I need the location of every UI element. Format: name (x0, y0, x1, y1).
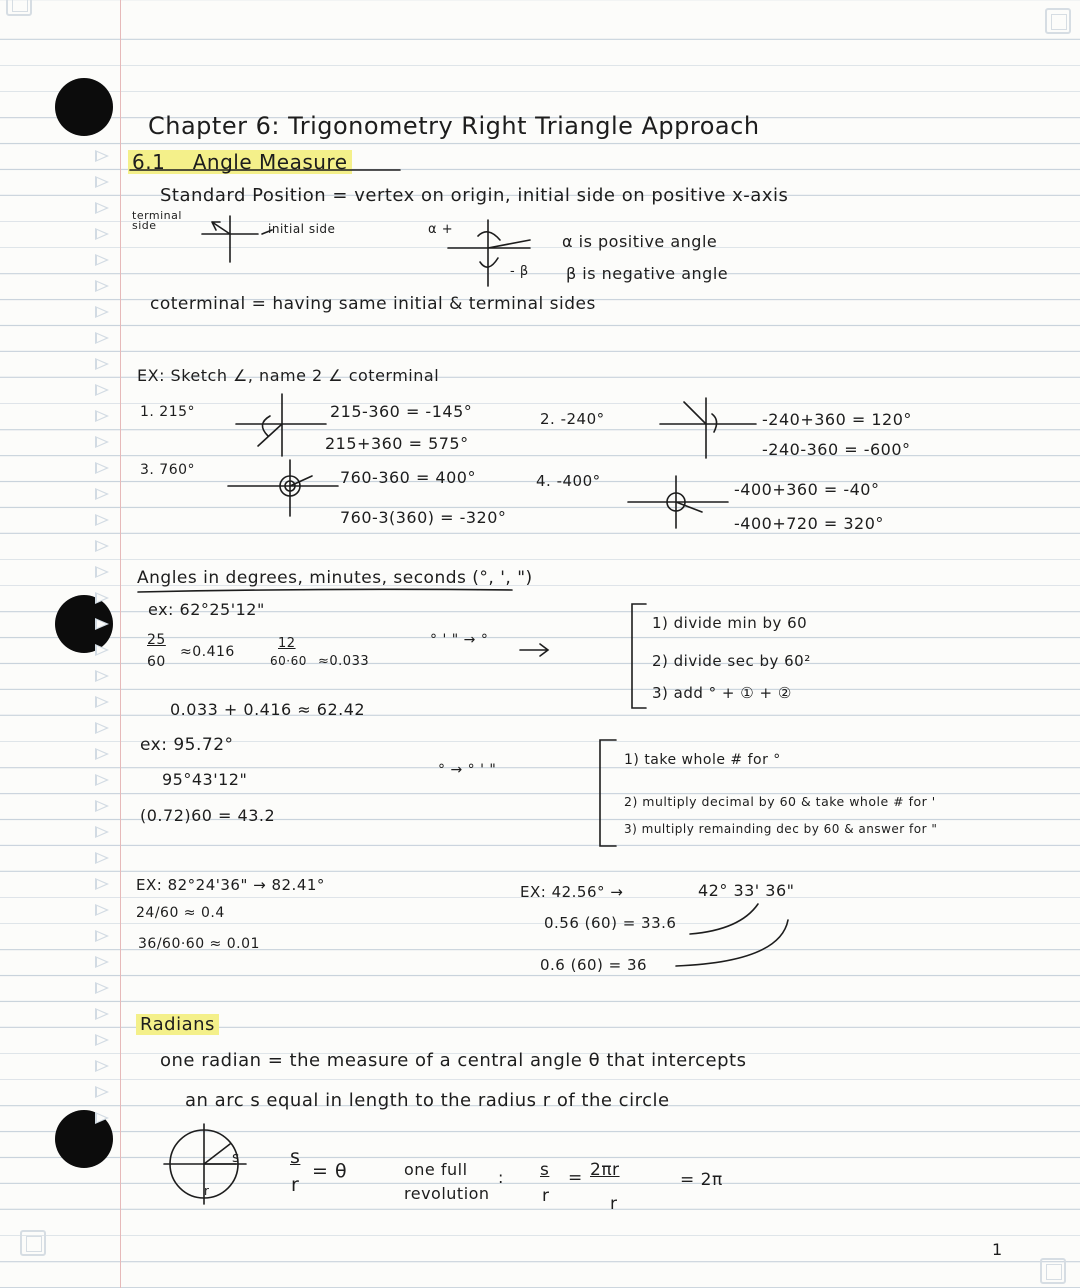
problem-3-label: 3. 760° (140, 462, 196, 478)
example-3-line-1: 24/60 ≈ 0.4 (136, 905, 225, 921)
example-4-line-1: 0.56 (60) = 33.6 (544, 914, 677, 932)
radian-circle-diagram (164, 1124, 246, 1204)
revolution-colon: : (498, 1168, 504, 1187)
example-3: EX: 82°24'36" → 82.41° (136, 876, 325, 894)
steps-2-item-3: 3) multiply remainding dec by 60 & answer for " (624, 822, 938, 836)
alpha-beta-axes (448, 220, 530, 286)
chapter-title: Chapter 6: Trigonometry Right Triangle Approach (148, 112, 760, 140)
dms-sum-line: 0.033 + 0.416 ≈ 62.42 (170, 700, 366, 719)
problem-4-line-1: -400+360 = -40° (734, 480, 880, 499)
revolution-equals: = (568, 1168, 583, 1188)
revolution-ratio-numerator: s (540, 1160, 550, 1180)
fraction-2-denominator: 60·60 (270, 654, 307, 668)
section-number: 6.1 (132, 150, 166, 174)
sketch-neg240 (660, 398, 756, 458)
problem-3-line-2: 760-3(360) = -320° (340, 508, 507, 527)
section-name: Angle Measure (192, 150, 348, 174)
terminal-side-label: terminal side (132, 209, 182, 232)
revolution-ratio-denominator: r (542, 1186, 550, 1206)
dms-example-2-calc: (0.72)60 = 43.2 (140, 806, 276, 825)
example-4-link (690, 904, 758, 934)
diagram-arc-label: s (232, 1150, 240, 1166)
dms-heading-underline (138, 589, 512, 592)
dms-example-2: ex: 95.72° (140, 735, 234, 755)
fraction-1-numerator: 25 (147, 632, 166, 648)
dms-example-1: ex: 62°25'12" (148, 600, 265, 619)
ratio-numerator: s (290, 1146, 301, 1168)
dms-heading: Angles in degrees, minutes, seconds (°, ', ") (137, 568, 533, 588)
alpha-note: α is positive angle (562, 232, 718, 251)
example-4: EX: 42.56° → (520, 883, 624, 901)
sketch-neg400 (628, 476, 728, 528)
diagram-radius-label: r (204, 1184, 210, 1198)
problem-1-line-2: 215+360 = 575° (325, 434, 469, 453)
coterminal-definition: coterminal = having same initial & terminal sides (150, 294, 596, 314)
fraction-2-result: ≈0.033 (318, 654, 370, 669)
page-number: 1 (992, 1240, 1003, 1259)
problem-4-label: 4. -400° (536, 472, 601, 490)
example-4-result: 42° 33' 36" (698, 881, 795, 900)
problem-3-line-1: 760-360 = 400° (340, 468, 476, 487)
radians-heading: Radians (136, 1014, 219, 1035)
example-4-line-2: 0.6 (60) = 36 (540, 956, 648, 974)
problem-2-line-2: -240-360 = -600° (762, 440, 911, 459)
sketch-heading: EX: Sketch ∠, name 2 ∠ coterminal (137, 366, 440, 385)
example-4-curve (676, 920, 788, 966)
example-3-line-2: 36/60·60 ≈ 0.01 (138, 936, 260, 952)
problem-2-label: 2. -240° (540, 410, 605, 428)
sketch-760 (228, 460, 338, 516)
fraction-1-result: ≈0.416 (180, 644, 235, 660)
steps-2-item-1: 1) take whole # for ° (624, 752, 781, 768)
problem-4-line-2: -400+720 = 320° (734, 514, 884, 533)
problem-1-label: 1. 215° (140, 404, 196, 420)
revolution-denominator: r (610, 1194, 618, 1214)
beta-sign: - β (510, 264, 529, 279)
fraction-1-denominator: 60 (147, 654, 166, 670)
conversion-arrow-1 (520, 644, 548, 656)
initial-side-label: initial side (268, 222, 336, 236)
alpha-sign: α + (428, 222, 454, 237)
steps-1-item-3: 3) add ° + ① + ② (652, 684, 792, 702)
revolution-result: = 2π (680, 1170, 723, 1190)
radian-definition-line-2: an arc s equal in length to the radius r of the circle (185, 1090, 670, 1111)
standard-position-axes (202, 216, 272, 262)
equals-theta: = θ (312, 1160, 348, 1182)
steps-1-item-1: 1) divide min by 60 (652, 614, 808, 632)
standard-position-definition: Standard Position = vertex on origin, initial side on positive x-axis (160, 185, 789, 206)
steps-2-bracket (600, 740, 616, 846)
problem-1-line-1: 215-360 = -145° (330, 402, 473, 421)
conversion-direction-1: ° ' " → ° (430, 632, 489, 648)
fraction-2-numerator: 12 (278, 636, 296, 651)
radian-definition-line-1: one radian = the measure of a central angle θ that intercepts (160, 1050, 747, 1071)
beta-note: β is negative angle (566, 264, 729, 283)
sketch-215 (236, 394, 326, 456)
full-revolution-line-2: revolution (404, 1184, 490, 1203)
revolution-numerator: 2πr (590, 1160, 620, 1180)
steps-1-bracket (632, 604, 646, 708)
conversion-direction-2: ° → ° ' " (438, 762, 497, 778)
ratio-denominator: r (291, 1174, 300, 1196)
dms-example-2-result: 95°43'12" (162, 770, 248, 789)
steps-2-item-2: 2) multiply decimal by 60 & take whole # for ' (624, 794, 936, 809)
problem-2-line-1: -240+360 = 120° (762, 410, 912, 429)
full-revolution-line-1: one full (404, 1160, 468, 1179)
steps-1-item-2: 2) divide sec by 60² (652, 652, 811, 670)
